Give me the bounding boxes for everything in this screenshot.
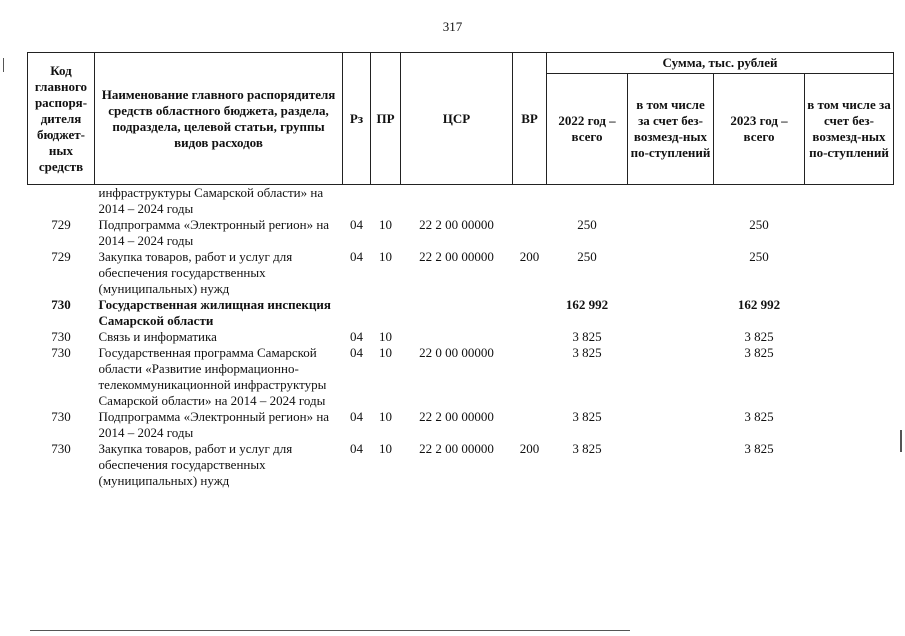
row-name: Подпрограмма «Электронный регион» на 2014 – 2024 годы bbox=[98, 217, 330, 248]
table-row bbox=[28, 329, 894, 345]
row-2023-total: 162 992 bbox=[737, 297, 781, 312]
header-2022-free: в том числе за счет без-возмезд-ных по-ступлений bbox=[628, 74, 714, 185]
row-name: Закупка товаров, работ и услуг для обеспечения государственных (муниципальных) нужд bbox=[98, 249, 293, 296]
row-pr: 10 bbox=[379, 409, 392, 424]
row-rz: 04 bbox=[350, 409, 363, 424]
row-name: Закупка товаров, работ и услуг для обеспечения государственных (муниципальных) нужд bbox=[98, 441, 293, 488]
table-row bbox=[28, 297, 894, 329]
row-rz: 04 bbox=[350, 329, 363, 344]
header-2022-total: 2022 год – всего bbox=[547, 74, 628, 185]
row-code: 729 bbox=[51, 249, 71, 264]
row-vr bbox=[513, 345, 547, 409]
row-vr bbox=[513, 297, 547, 329]
row-csr: 22 2 00 00000 bbox=[419, 249, 494, 264]
row-pr: 10 bbox=[379, 249, 392, 264]
header-code: Код главного распоря-дителя бюджет-ных средств bbox=[28, 53, 95, 185]
table-row bbox=[28, 185, 894, 218]
row-pr bbox=[371, 185, 401, 218]
row-2023-total: 250 bbox=[749, 217, 769, 232]
budget-table bbox=[27, 52, 894, 489]
row-2023-total: 3 825 bbox=[744, 441, 774, 456]
row-2022-free bbox=[628, 441, 714, 489]
table-row bbox=[28, 345, 894, 409]
row-name: Подпрограмма «Электронный регион» на 2014 – 2024 годы bbox=[98, 409, 330, 440]
row-2022-free bbox=[628, 329, 714, 345]
header-vr: ВР bbox=[513, 53, 547, 185]
row-csr: 22 2 00 00000 bbox=[419, 441, 494, 456]
row-2023-total: 3 825 bbox=[744, 409, 774, 424]
row-2023-total: 250 bbox=[749, 249, 769, 264]
row-2023-free bbox=[805, 329, 894, 345]
row-code: 730 bbox=[51, 329, 71, 344]
row-2022-free bbox=[628, 249, 714, 297]
row-name: инфраструктуры Самарской области» на 2014 – 2024 годы bbox=[98, 185, 324, 216]
row-code: 730 bbox=[51, 297, 71, 312]
row-vr bbox=[513, 329, 547, 345]
row-code: 729 bbox=[51, 217, 71, 232]
table-header bbox=[28, 53, 894, 185]
page-number: 317 bbox=[442, 19, 463, 34]
header-sum: Сумма, тыс. рублей bbox=[547, 53, 894, 74]
row-code: 730 bbox=[51, 345, 71, 360]
header-name: Наименование главного распорядителя средств областного бюджета, раздела, подраздела, целевой статьи, группы видов расходов bbox=[95, 53, 343, 185]
header-2023-total: 2023 год – всего bbox=[714, 74, 805, 185]
row-2022-total: 250 bbox=[577, 217, 597, 232]
row-2022-total: 250 bbox=[577, 249, 597, 264]
row-rz bbox=[343, 297, 371, 329]
header-pr: ПР bbox=[371, 53, 401, 185]
row-rz: 04 bbox=[350, 441, 363, 456]
table-row bbox=[28, 409, 894, 441]
row-2022-free bbox=[628, 345, 714, 409]
table-row bbox=[28, 217, 894, 249]
row-2023-free bbox=[805, 249, 894, 297]
row-2022-total: 3 825 bbox=[572, 409, 602, 424]
row-2023-free bbox=[805, 217, 894, 249]
row-pr: 10 bbox=[379, 217, 392, 232]
row-2022-total: 3 825 bbox=[572, 329, 602, 344]
row-rz bbox=[343, 185, 371, 218]
header-rz: Рз bbox=[343, 53, 371, 185]
row-vr: 200 bbox=[519, 249, 540, 264]
row-code: 730 bbox=[51, 441, 71, 456]
table-body bbox=[28, 185, 894, 490]
row-2022-free bbox=[628, 185, 714, 218]
row-csr: 22 2 00 00000 bbox=[419, 217, 494, 232]
scan-mark-left bbox=[3, 58, 4, 72]
row-vr bbox=[513, 409, 547, 441]
row-vr bbox=[513, 217, 547, 249]
row-csr: 22 2 00 00000 bbox=[419, 409, 494, 424]
header-2023-free: в том числе за счет без-возмезд-ных по-ступлений bbox=[805, 74, 894, 185]
scan-mark-bottom bbox=[30, 630, 630, 631]
row-2022-free bbox=[628, 217, 714, 249]
table-row bbox=[28, 249, 894, 297]
scan-mark-right bbox=[900, 430, 902, 452]
row-2023-total: 3 825 bbox=[744, 345, 774, 360]
row-csr: 22 0 00 00000 bbox=[419, 345, 494, 360]
row-csr bbox=[401, 297, 513, 329]
row-2023-free bbox=[805, 345, 894, 409]
row-csr bbox=[401, 329, 513, 345]
row-2022-total: 3 825 bbox=[572, 441, 602, 456]
row-name: Государственная жилищная инспекция Самарской области bbox=[98, 297, 331, 328]
row-pr: 10 bbox=[379, 441, 392, 456]
row-csr bbox=[401, 185, 513, 218]
row-2023-total: 3 825 bbox=[744, 329, 774, 344]
row-rz: 04 bbox=[350, 249, 363, 264]
row-2022-total: 3 825 bbox=[572, 345, 602, 360]
row-name: Государственная программа Самарской области «Развитие информационно-телекоммуникационной инфраструктуры Самарской области» на 2014 – 2024 годы bbox=[98, 345, 327, 408]
row-2023-free bbox=[805, 297, 894, 329]
row-2023-total bbox=[714, 185, 805, 218]
header-csr: ЦСР bbox=[401, 53, 513, 185]
row-2022-free bbox=[628, 297, 714, 329]
row-2023-free bbox=[805, 185, 894, 218]
row-rz: 04 bbox=[350, 345, 363, 360]
row-vr: 200 bbox=[519, 441, 540, 456]
row-2022-total bbox=[547, 185, 628, 218]
row-pr bbox=[371, 297, 401, 329]
row-name: Связь и информатика bbox=[98, 329, 217, 344]
row-code bbox=[28, 185, 95, 218]
row-2022-total: 162 992 bbox=[565, 297, 609, 312]
row-2022-free bbox=[628, 409, 714, 441]
row-code: 730 bbox=[51, 409, 71, 424]
table-row bbox=[28, 441, 894, 489]
row-rz: 04 bbox=[350, 217, 363, 232]
row-pr: 10 bbox=[379, 345, 392, 360]
row-vr bbox=[513, 185, 547, 218]
row-pr: 10 bbox=[379, 329, 392, 344]
row-2023-free bbox=[805, 409, 894, 441]
row-2023-free bbox=[805, 441, 894, 489]
